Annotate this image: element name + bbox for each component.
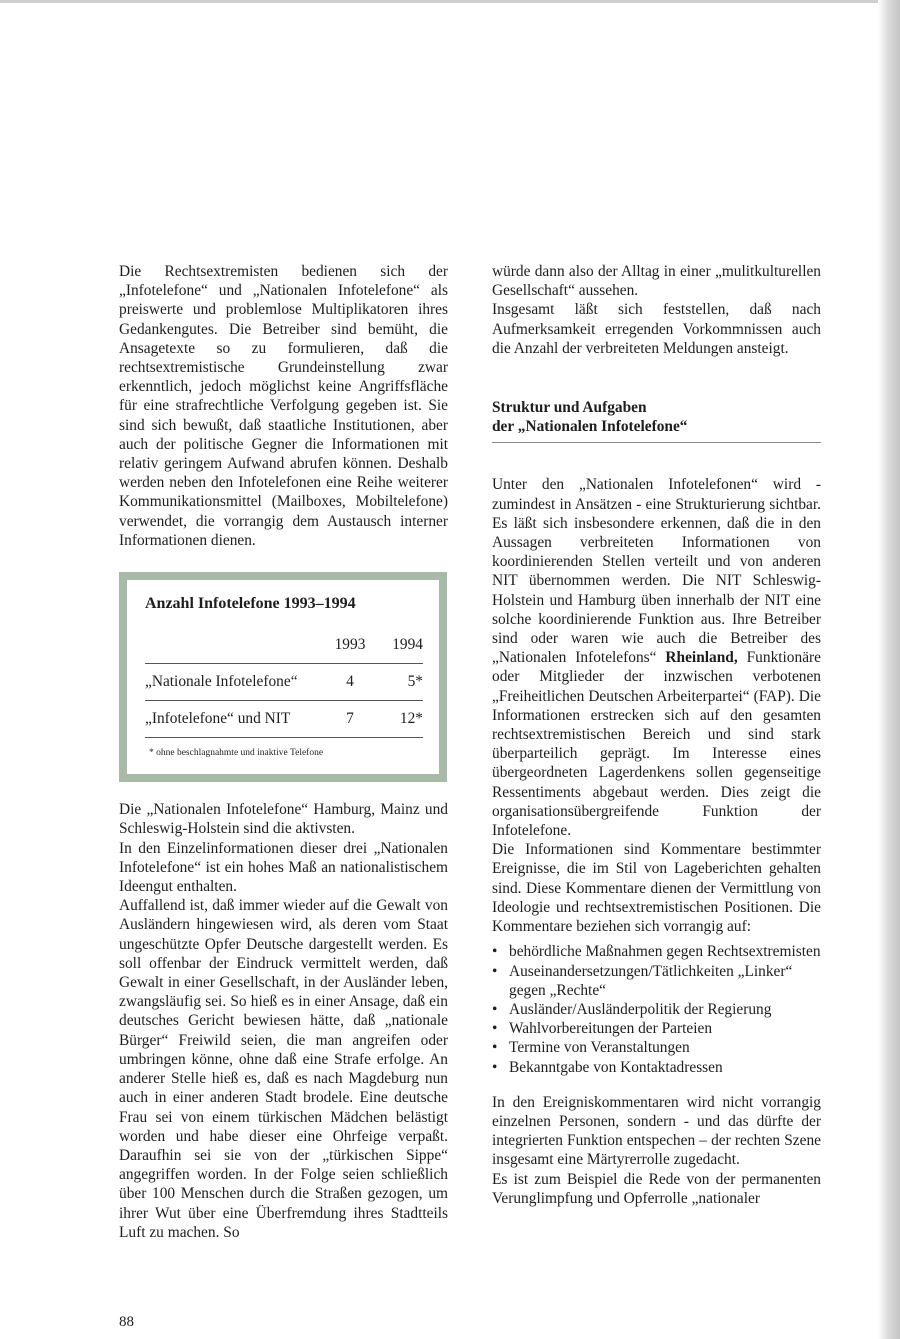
table-title: Anzahl Infotelefone 1993–1994	[145, 595, 356, 613]
footnote-mark: *	[149, 748, 154, 759]
section-heading	[492, 398, 821, 443]
left-column	[119, 262, 448, 1242]
right-column	[492, 262, 821, 1208]
list-item: • Auseinandersetzungen/Tätlichkeiten „Linker“ gegen „Rechte“	[492, 962, 821, 1000]
bold-term: Rheinland,	[665, 649, 738, 667]
row-value-1993: 4	[346, 673, 354, 691]
table-row	[145, 700, 423, 737]
paragraph: würde dann also der Alltag in einer „mulitkulturellen Gesellschaft“ aussehen.	[492, 263, 821, 300]
paragraph: In den Einzelinformationen dieser drei „Nationalen Infotelefone“ ist ein hohes Maß an nationalistischem Ideengut enthalten.	[119, 839, 448, 896]
paragraph: Es ist zum Beispiel die Rede von der permanenten Verunglimpfung und Opferrolle „nationaler	[492, 1170, 821, 1207]
paragraph: Insgesamt läßt sich feststellen, daß nach Aufmerksamkeit erregenden Vorkommnissen auch die Anzahl der verbreiteten Meldungen ansteigt.	[492, 301, 821, 357]
list-item: • Termine von Veranstaltungen	[492, 1038, 821, 1057]
scan-top-edge	[0, 0, 880, 3]
paragraph-text: Funktionäre oder Mitglieder der inzwischen verbotenen „Freiheitlichen Deutschen Arbeiterpartei“ (FAP). Die Informationen erstrecken sich auf den gesamten rechtsextremistischen Bereich und sind stark überparteilich geprägt. Im Interesse eines übergeordneten Lagerdenkens sollen gegenseitige Ressentiments abgebaut werden. Dies zeigt die organisationsübergreifende Funktion der Infotelefone.	[492, 649, 821, 840]
paragraph	[492, 475, 821, 840]
page-edge-shadow	[878, 0, 900, 1339]
paragraph-text: Unter den „Nationalen Infotelefonen“ wird - zumindest in Ansätzen - eine Strukturierung sichtbar. Es läßt sich insbesondere erkennen, daß die in den Aussagen verbreiteten Informationen von koordinierenden Stellen verteilt und von anderen NIT übernommen werden. Die NIT Schleswig-Holstein und Hamburg üben innerhalb der NIT eine solche koordinierende Funktion aus. Ihre Betreiber sind oder waren wie auch die Betreiber des „Nationalen Infotelefons“	[492, 476, 821, 667]
list-item: • Bekanntgabe von Kontaktadressen	[492, 1058, 821, 1077]
row-label: „Infotelefone“ und NIT	[145, 710, 291, 728]
row-value-1994: 12*	[399, 710, 423, 728]
table-header-row	[145, 627, 423, 663]
row-label: „Nationale Infotelefone“	[145, 673, 298, 691]
paragraph: In den Ereigniskommentaren wird nicht vorrangig einzelnen Personen, sondern - und das dürfte der integrierten Funktion entspechen – der rechten Szene insgesamt eine Märtyrerrolle zugedacht.	[492, 1093, 821, 1169]
paragraph: Die Informationen sind Kommentare bestimmter Ereignisse, die im Stil von Lageberichten gehalten sind. Diese Kommentare dienen der Vermittlung von Ideologie und rechtsextremistischen Positionen. Die Kommentare beziehen sich vorrangig auf:	[492, 841, 821, 936]
paragraph: Die Rechtsextremisten bedienen sich der „Infotelefone“ und „Nationalen Infotelefone“ als preiswerte und problemlose Multiplikatoren ihres Gedankengutes. Die Betreiber sind bemüht, die Ansagetexte so zu formulieren, daß die rechtsextremistische Grundeinstellung zwar erkenntlich, jedoch möglichst keine Angriffsfläche für eine strafrechtliche Verfolgung gegeben ist. Sie sind sich bewußt, daß staatliche Institutionen, aber auch der politische Gegner die Informationen mit relativ geringem Aufwand abrufen können. Deshalb werden neben den Infotelefonen eine Reihe weiterer Kommunikationsmittel (Mailboxes, Mobiltelefone) verwendet, die vorrangig dem Austausch interner Informationen dienen.	[119, 263, 448, 549]
footnote-text: ohne beschlagnahmte und inaktive Telefone	[156, 748, 324, 759]
row-value-1994: 5*	[407, 673, 423, 691]
paragraph: Auffallend ist, daß immer wieder auf die Gewalt von Ausländern hingewiesen wird, als deren vom Staat ungeschützte Opfer Deutsche dargestellt werden. Es soll offenbar der Eindruck vermittelt werden, daß Gewalt in einer Gesellschaft, in der Ausländer leben, zwangsläufig sei. So hieß es in einer Ansage, daß ein deutsches Gericht bewiesen hätte, daß „nationale Bürger“ Freiwild seien, die man angreifen oder umbringen könne, ohne daß eine Strafe erfolge. An anderer Stelle hieß es, daß es nach Magdeburg nun auch in einer anderen Stadt brodele. Eine deutsche Frau sei von einem türkischen Mädchen belästigt worden und habe dieser eine Ohrfeige verpaßt. Daraufhin sei sie von der „türkischen Sippe“ angegriffen worden. In der Folge seien schließlich über 100 Menschen durch die Straßen gezogen, um ihrer Wut über eine Überfremdung ihres Stadtteils Luft zu machen. So	[119, 897, 448, 1241]
header-1994: 1994	[392, 636, 423, 654]
list-item: • Ausländer/Ausländerpolitik der Regierung	[492, 1000, 821, 1019]
table-row	[145, 663, 423, 700]
heading-line: der „Nationalen Infotelefone“	[492, 418, 688, 436]
infotelefone-table-box	[119, 572, 447, 782]
topic-list	[492, 942, 821, 1076]
heading-line: Struktur und Aufgaben	[492, 399, 647, 417]
paragraph: Die „Nationalen Infotelefone“ Hamburg, Mainz und Schleswig-Holstein sind die aktivsten.	[119, 801, 448, 838]
page-number: 88	[119, 1314, 134, 1330]
header-1993: 1993	[334, 636, 366, 654]
table-panel	[127, 580, 439, 774]
row-value-1993: 7	[346, 710, 354, 728]
list-item: • Wahlvorbereitungen der Parteien	[492, 1019, 821, 1038]
table-footnote	[145, 737, 423, 760]
list-item: • behördliche Maßnahmen gegen Rechtsextremisten	[492, 942, 821, 961]
